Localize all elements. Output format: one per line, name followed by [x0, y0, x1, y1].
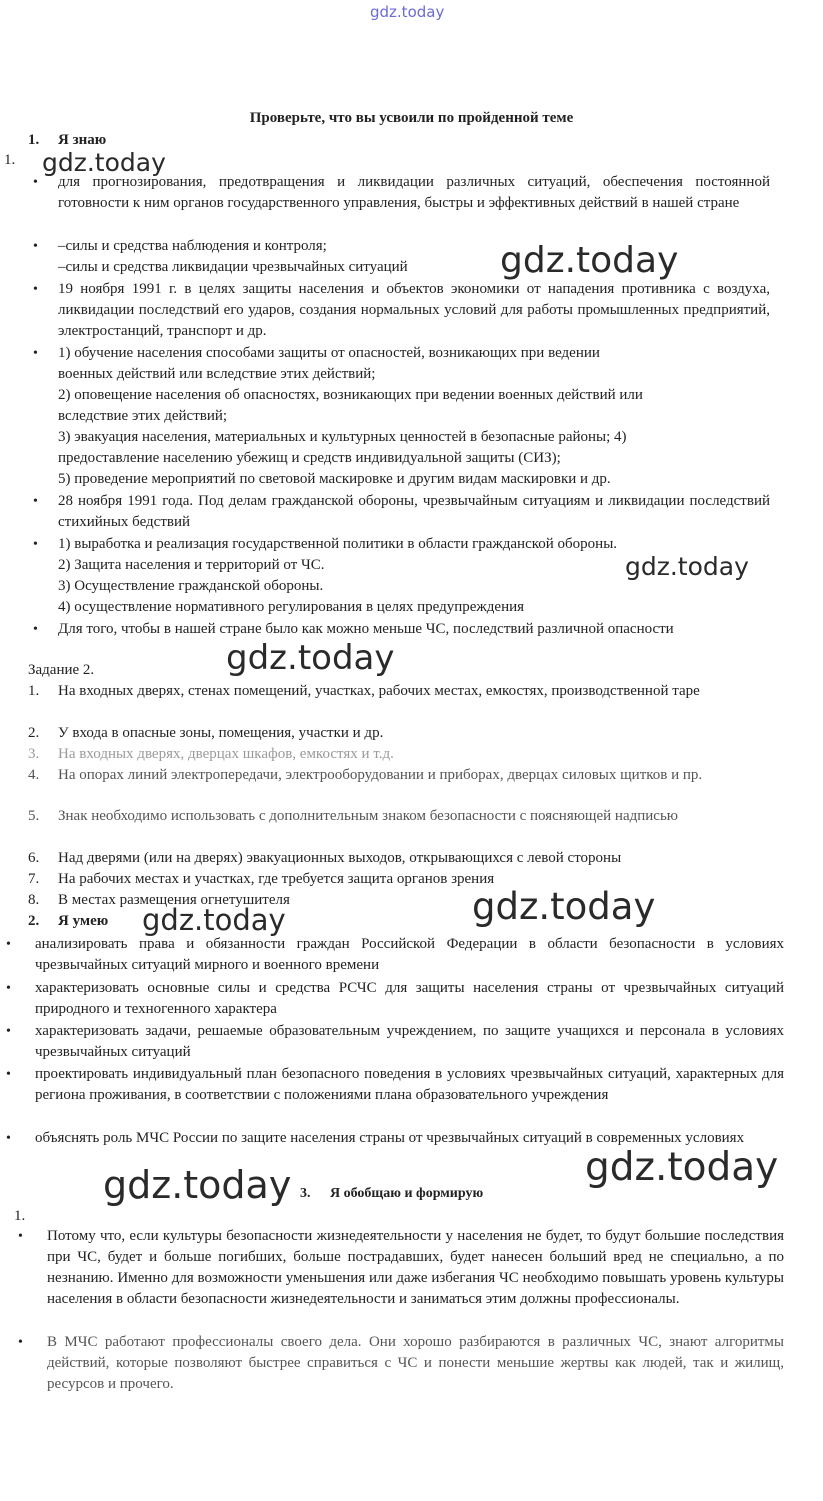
section-heading: Я обобщаю и формирую	[330, 1186, 484, 1201]
item-number: 5.	[28, 808, 40, 824]
list-item: –силы и средства наблюдения и контроля;	[58, 238, 327, 254]
bullet: •	[33, 346, 38, 361]
item-number: 8.	[28, 892, 40, 908]
bullet: •	[33, 282, 38, 297]
list-item: 1) обучение населения способами защиты от опасностей, возникающих при ведении	[58, 345, 600, 361]
watermark: gdz.today	[500, 240, 679, 281]
sub-number: 1.	[4, 152, 16, 168]
watermark: gdz.today	[142, 903, 286, 937]
item-number: 7.	[28, 871, 40, 887]
list-item: На входных дверях, дверцах шкафов, емкостях и т.д.	[58, 746, 394, 762]
bullet: •	[6, 981, 11, 996]
list-item: характеризовать основные силы и средства РСЧС для защиты населения страны от чрезвычайных ситуаций природного и техногенного характера	[35, 980, 784, 1017]
list-item: 4) осуществление нормативного регулирования в целях предупреждения	[58, 599, 525, 615]
section-number: 2.	[28, 913, 40, 929]
section-number: 1.	[28, 132, 40, 148]
list-item: 2) Защита населения и территорий от ЧС.	[58, 557, 325, 573]
watermark: gdz.today	[226, 638, 395, 678]
bullet: •	[6, 937, 11, 952]
list-item: анализировать права и обязанности граждан Российской Федерации в области безопасности в условиях чрезвычайных ситуаций мирного и военного времени	[35, 936, 784, 973]
list-item: 28 ноября 1991 года. Под делам гражданской обороны, чрезвычайным ситуациям и ликвидации последствий стихийных бедствий	[58, 493, 770, 530]
task-heading: Задание 2.	[28, 662, 95, 678]
page-title: Проверьте, что вы усвоили по пройденной теме	[249, 110, 574, 126]
watermark: gdz.today	[42, 148, 166, 177]
section-number: 3.	[300, 1186, 311, 1201]
watermark-top: gdz.today	[370, 3, 445, 21]
list-item: Над дверями (или на дверях) эвакуационных выходов, открывающихся с левой стороны	[58, 850, 622, 866]
list-item: объяснять роль МЧС России по защите населения страны от чрезвычайных ситуаций в современных условиях	[35, 1130, 745, 1146]
item-number: 6.	[28, 850, 40, 866]
list-item: 5) проведение мероприятий по световой маскировке и другим видам маскировки и др.	[58, 471, 611, 487]
list-item: На рабочих местах и участках, где требуется защита органов зрения	[58, 871, 495, 887]
list-item: Потому что, если культуры безопасности жизнедеятельности у населения не будет, то будут большие последствия при ЧС, будет и больше погибших, больше пострадавших, будет нанесен больший вред не специально, а по незнанию. Именно для возможности уменьшения или даже избегания ЧС необходимо повышать уровень культуры населения в области безопасности жизнедеятельности и заниматься этим должны профессионалы.	[47, 1228, 784, 1307]
list-item: военных действий или вследствие этих действий;	[58, 366, 376, 382]
list-item: На входных дверях, стенах помещений, участках, рабочих местах, емкостях, производственной таре	[58, 683, 700, 699]
list-item: характеризовать задачи, решаемые образовательным учреждением, по защите учащихся и персонала в условиях чрезвычайных ситуаций	[35, 1023, 784, 1060]
list-item: предоставление населению убежищ и средств индивидуальной защиты (СИЗ);	[58, 450, 561, 466]
list-item: вследствие этих действий;	[58, 408, 228, 424]
section-heading: Я знаю	[58, 132, 107, 148]
bullet: •	[33, 537, 38, 552]
watermark: gdz.today	[625, 552, 749, 581]
bullet: •	[33, 239, 38, 254]
bullet: •	[33, 494, 38, 509]
item-number: 3.	[28, 746, 40, 762]
list-item: Знак необходимо использовать с дополнительным знаком безопасности с поясняющей надписью	[58, 808, 678, 824]
bullet: •	[33, 175, 38, 190]
bullet: •	[6, 1067, 11, 1082]
list-item: 2) оповещение населения об опасностях, возникающих при ведении военных действий или	[58, 387, 643, 403]
bullet: •	[33, 622, 38, 637]
bullet: •	[6, 1024, 11, 1039]
list-item: На опорах линий электропередачи, электрооборудовании и приборах, дверцах силовых щитков и пр.	[58, 767, 703, 783]
item-number: 1.	[28, 683, 40, 699]
list-item: 3) Осуществление гражданской обороны.	[58, 578, 324, 594]
list-item: Для того, чтобы в нашей стране было как можно меньше ЧС, последствий различной опасности	[58, 621, 674, 637]
section-heading: Я умею	[58, 913, 109, 929]
sub-number: 1.	[14, 1208, 26, 1224]
list-item: 1) выработка и реализация государственной политики в области гражданской обороны.	[58, 536, 618, 552]
list-item: В МЧС работают профессионалы своего дела. Они хорошо разбираются в различных ЧС, знают алгоритмы действий, которые позволяют быстрее справиться с ЧС и понести меньшие жертвы как людей, так и жилищ, ресурсов и прочего.	[47, 1334, 784, 1392]
list-item: –силы и средства ликвидации чрезвычайных ситуаций	[58, 259, 408, 275]
bullet: •	[18, 1229, 23, 1244]
list-item: 19 ноября 1991 г. в целях защиты населения и объектов экономики от нападения противника с воздуха, ликвидации последствий его ударов, создания нормальных условий для работы промышленных предприятий, электростанций, транспорт и др.	[58, 281, 770, 339]
watermark: gdz.today	[472, 885, 656, 928]
item-number: 2.	[28, 725, 40, 741]
bullet: •	[6, 1131, 11, 1146]
watermark: gdz.today	[585, 1145, 779, 1190]
list-item: проектировать индивидуальный план безопасного поведения в условиях чрезвычайных ситуаций, характерных для региона проживания, в соответствии с положениями плана образовательного учреждения	[35, 1066, 784, 1103]
list-item: для прогнозирования, предотвращения и ликвидации различных ситуаций, обеспечения постоянной готовности к ним органов государственного управления, быстры и эффективных действий в нашей стране	[58, 174, 770, 211]
list-item: В местах размещения огнетушителя	[58, 892, 290, 908]
item-number: 4.	[28, 767, 40, 783]
bullet: •	[18, 1335, 23, 1350]
list-item: 3) эвакуация населения, материальных и культурных ценностей в безопасные районы; 4)	[58, 429, 627, 445]
list-item: У входа в опасные зоны, помещения, участки и др.	[58, 725, 384, 741]
watermark: gdz.today	[103, 1163, 292, 1207]
